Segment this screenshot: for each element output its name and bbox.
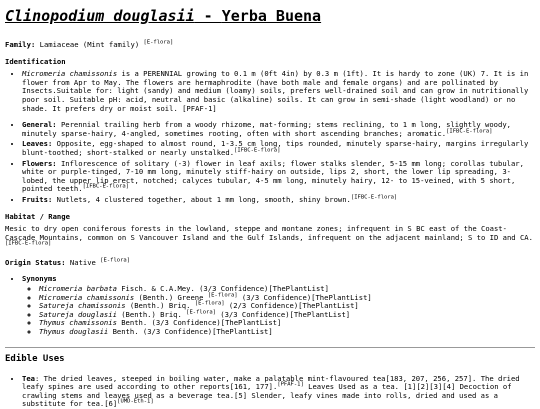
item-text: Perennial trailing herb from a woody rhizome, mat-forming; stems reclining, to 1 m long, slightly woody, minutely sparse-hairy, 4-angled, sometimes rooting, often with short ascending branches; aromatic. (22, 120, 511, 138)
synonym-rest: (Benth.) Greene (134, 292, 208, 302)
title-common-name: Yerba Buena (221, 7, 322, 25)
title-latin-name: Clinopodium douglasii (5, 7, 195, 25)
synonym-ref: [E-flora] (186, 309, 216, 316)
item-ref: [IFBC-E-flora] (350, 194, 398, 201)
family-value: Lamiaceae (Mint family) (39, 40, 140, 49)
edible-ref-2: [UMD-Eth-1] (117, 399, 154, 406)
synonym-ref: [E-flora] (194, 300, 225, 307)
item-ref: [IFBC-E-flora] (82, 183, 129, 190)
pfaf-species: Micromeria chamissonis (22, 69, 118, 79)
list-item (22, 196, 535, 205)
edible-text-2: Leaves Used as a tea. [1][2][3][4] Decoction of crawling stems and leaves used as a beverage tea.[5] Slender, leafy vines made into rolls, dried and used as a substitute for tea.[6] (22, 382, 512, 409)
list-item (22, 375, 535, 409)
habitat-heading: Habitat / Range (5, 211, 70, 221)
list-item (22, 140, 535, 157)
family-label: Family: (5, 40, 36, 49)
synonym-after: (2/3 Confidence)[ThePlantList] (224, 301, 359, 311)
pfaf-text: is a PERENNIAL growing to 0.1 m (0ft 4in) by 0.3 m (1ft). It is hardy to zone (UK) 7. It is in flower from Apr to May. The flowers are hermaphrodite (have both male and female organs) and are pollinated by Insects.Suitable for: light (sandy) and medium (loamy) soils, prefers well-drained soil and can grow in nutritionally poor soil. Suitable pH: acid, neutral and basic (alkaline) soils. It can grow in semi-shade (light woodland) or no shade. It prefers dry or moist soil. [PFAF-1] (22, 69, 529, 113)
edible-text-1: : The dried leaves, steeped in boiling water, make a palatable mint-flavoured tea[183, 207, 256, 257]. The dried leafy spines are used according to other reports[161, 177]. (22, 373, 520, 392)
origin-line (5, 259, 535, 268)
origin-value: Native (65, 257, 101, 267)
synonym-name: Thymus chamissonis (39, 318, 117, 328)
pfaf-description (22, 70, 535, 113)
origin-label: Origin Status: (5, 257, 66, 267)
synonyms-item (22, 275, 535, 336)
synonym-ref: [E-flora] (207, 292, 238, 299)
title-separator: - (194, 7, 222, 25)
edible-ref-1: [PFAF-1] (277, 381, 304, 388)
item-text: Inflorescence of solitary (-3) flower in leaf axils; flower stalks slender, 5-15 mm long; corollas tubular, white or purple-tinged, 7-10 mm long, minutely stiff-hairy on outside, lips 2, short, the lower lip spreading, 3-lobed, the upper lip erect, notched; calyces tubular, 4-5 mm long, minutely hairy, 12- to 15-veined, with 5 short, pointed teeth. (22, 158, 524, 194)
habitat-text (5, 225, 535, 251)
synonym-name: Thymus douglasii (39, 327, 109, 337)
edible-label: Tea (22, 373, 35, 383)
list-item (22, 160, 535, 194)
item-label: Fruits: (22, 194, 53, 204)
synonym-rest: Fisch. & C.A.Mey. (3/3 Confidence)[ThePlantList] (116, 284, 329, 294)
synonym-rest: Benth. (3/3 Confidence)[ThePlantList] (108, 327, 273, 337)
synonyms-list (5, 275, 535, 336)
section-divider (5, 347, 535, 348)
synonym-sublist (22, 285, 535, 337)
identification-heading: Identification (5, 56, 66, 66)
synonym-after: (3/3 Confidence)[ThePlantList] (215, 309, 351, 319)
habitat-body: Mesic to dry open coniferous forests in the lowland, steppe and montane zones; infrequent in S BC east of the Coast-Cascade Mountains, common on S Vancouver Island and the Gulf Islands, infrequent on the adjacent mainland; S to ID and CA. (5, 224, 533, 242)
pfaf-list (5, 70, 535, 113)
synonym-after: (3/3 Confidence)[ThePlantList] (237, 292, 372, 302)
habitat-ref: [IFBC-E-flora] (5, 240, 52, 247)
item-label: Flowers: (22, 158, 57, 168)
identification-list (5, 121, 535, 204)
page-title (5, 8, 535, 25)
synonyms-heading: Synonyms (22, 274, 57, 284)
item-label: General: (22, 120, 57, 130)
edible-uses-heading: Edible Uses (5, 353, 65, 364)
item-ref: [IFBC-E-flora] (446, 128, 493, 135)
synonym-name: Micromeria barbata (39, 284, 117, 294)
item-text: Nutlets, 4 clustered together, about 1 mm long, smooth, shiny brown. (52, 194, 351, 204)
synonym-name: Micromeria chamissonis (39, 292, 135, 302)
list-item (22, 121, 535, 138)
item-label: Leaves: (22, 139, 53, 149)
synonym-rest: (Benth.) Briq. (116, 309, 187, 319)
family-line (5, 41, 535, 50)
edible-list (5, 375, 535, 409)
synonym-rest: (Benth.) Briq. (125, 301, 195, 311)
list-item (39, 328, 535, 337)
item-ref: [IFBC-E-flora] (234, 147, 281, 154)
synonym-name: Satureja douglasii (39, 309, 117, 319)
synonym-rest: Benth. (3/3 Confidence)[ThePlantList] (116, 318, 282, 328)
item-text: Opposite, egg-shaped to almost round, 1-3.5 cm long, tips rounded, minutely sparse-hairy, margins irregularly blunt-toothed; short-stalked or nearly unstalked. (22, 139, 529, 157)
family-ref: [E-flora] (143, 39, 174, 46)
synonym-name: Satureja chamissonis (39, 301, 126, 311)
origin-ref: [E-flora] (100, 257, 131, 264)
